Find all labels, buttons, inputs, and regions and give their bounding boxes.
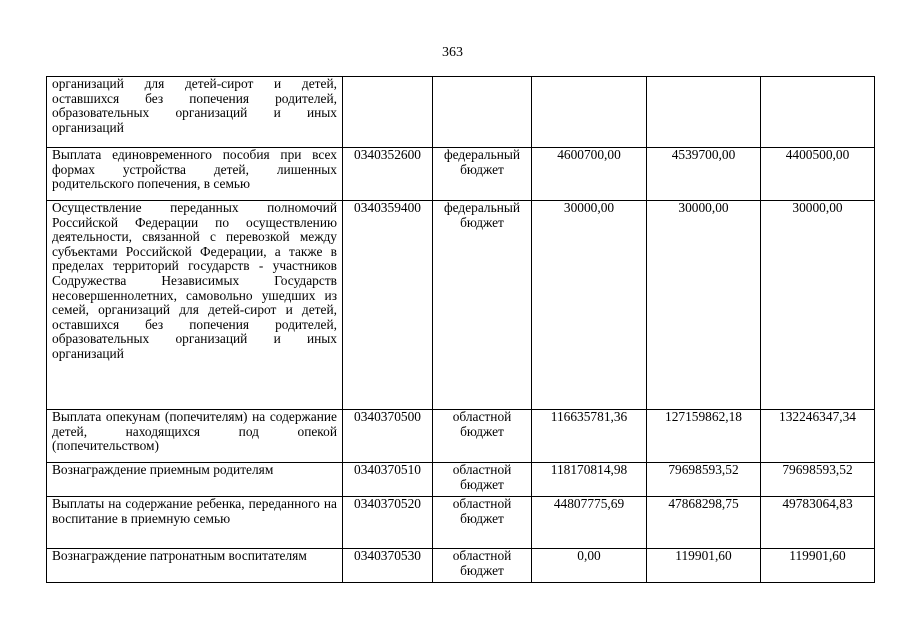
table-row (47, 549, 875, 583)
row-value-year-3: 79698593,52 (761, 463, 875, 497)
row-value-year-3: 119901,60 (761, 549, 875, 583)
row-source: областной бюджет (433, 410, 532, 463)
row-description: Осуществление переданных полномочий Российской Федерации по осуществлению деятельности, связанной с перевозкой между субъектами Российской Федерации, а также в пределах территорий государств - участников Содружества Независимых Государств несовершеннолетних, самовольно ушедших из семей, организаций для детей-сирот и детей, оставшихся без попечения родителей, образовательных организаций и иных организаций (47, 201, 343, 410)
row-code: 0340359400 (343, 201, 433, 410)
row-value-year-1: 44807775,69 (532, 497, 647, 549)
row-value-year-1: 30000,00 (532, 201, 647, 410)
table-row (47, 410, 875, 463)
row-value-year-2: 47868298,75 (647, 497, 761, 549)
row-value-year-2: 79698593,52 (647, 463, 761, 497)
row-source: федеральный бюджет (433, 201, 532, 410)
page-number: 363 (442, 45, 463, 60)
row-value-year-3: 4400500,00 (761, 148, 875, 201)
row-value-year-2: 4539700,00 (647, 148, 761, 201)
row-value-year-2: 127159862,18 (647, 410, 761, 463)
row-description: Вознаграждение патронатным воспитателям (47, 549, 343, 583)
table-row (47, 201, 875, 410)
row-code: 0340370510 (343, 463, 433, 497)
budget-table (46, 76, 875, 583)
row-source: областной бюджет (433, 463, 532, 497)
row-value-year-2 (647, 77, 761, 148)
row-description: Выплата единовременного пособия при всех формах устройства детей, лишенных родительского попечения, в семью (47, 148, 343, 201)
row-code: 0340352600 (343, 148, 433, 201)
row-value-year-3: 49783064,83 (761, 497, 875, 549)
row-code: 0340370520 (343, 497, 433, 549)
row-value-year-2: 119901,60 (647, 549, 761, 583)
row-value-year-2: 30000,00 (647, 201, 761, 410)
row-source: областной бюджет (433, 497, 532, 549)
row-code: 0340370500 (343, 410, 433, 463)
row-description: организаций для детей-сирот и детей, оставшихся без попечения родителей, образовательных организаций и иных организаций (47, 77, 343, 148)
table-row (47, 77, 875, 148)
row-value-year-3: 132246347,34 (761, 410, 875, 463)
table-row (47, 497, 875, 549)
row-description: Выплаты на содержание ребенка, переданного на воспитание в приемную семью (47, 497, 343, 549)
row-source: федеральный бюджет (433, 148, 532, 201)
row-value-year-1: 116635781,36 (532, 410, 647, 463)
row-value-year-1: 0,00 (532, 549, 647, 583)
row-value-year-1: 118170814,98 (532, 463, 647, 497)
row-description: Выплата опекунам (попечителям) на содержание детей, находящихся под опекой (попечительством) (47, 410, 343, 463)
table-row (47, 148, 875, 201)
table-row (47, 463, 875, 497)
row-value-year-3 (761, 77, 875, 148)
row-source: областной бюджет (433, 549, 532, 583)
row-code: 0340370530 (343, 549, 433, 583)
row-description: Вознаграждение приемным родителям (47, 463, 343, 497)
row-value-year-1 (532, 77, 647, 148)
row-code (343, 77, 433, 148)
row-source (433, 77, 532, 148)
row-value-year-3: 30000,00 (761, 201, 875, 410)
row-value-year-1: 4600700,00 (532, 148, 647, 201)
